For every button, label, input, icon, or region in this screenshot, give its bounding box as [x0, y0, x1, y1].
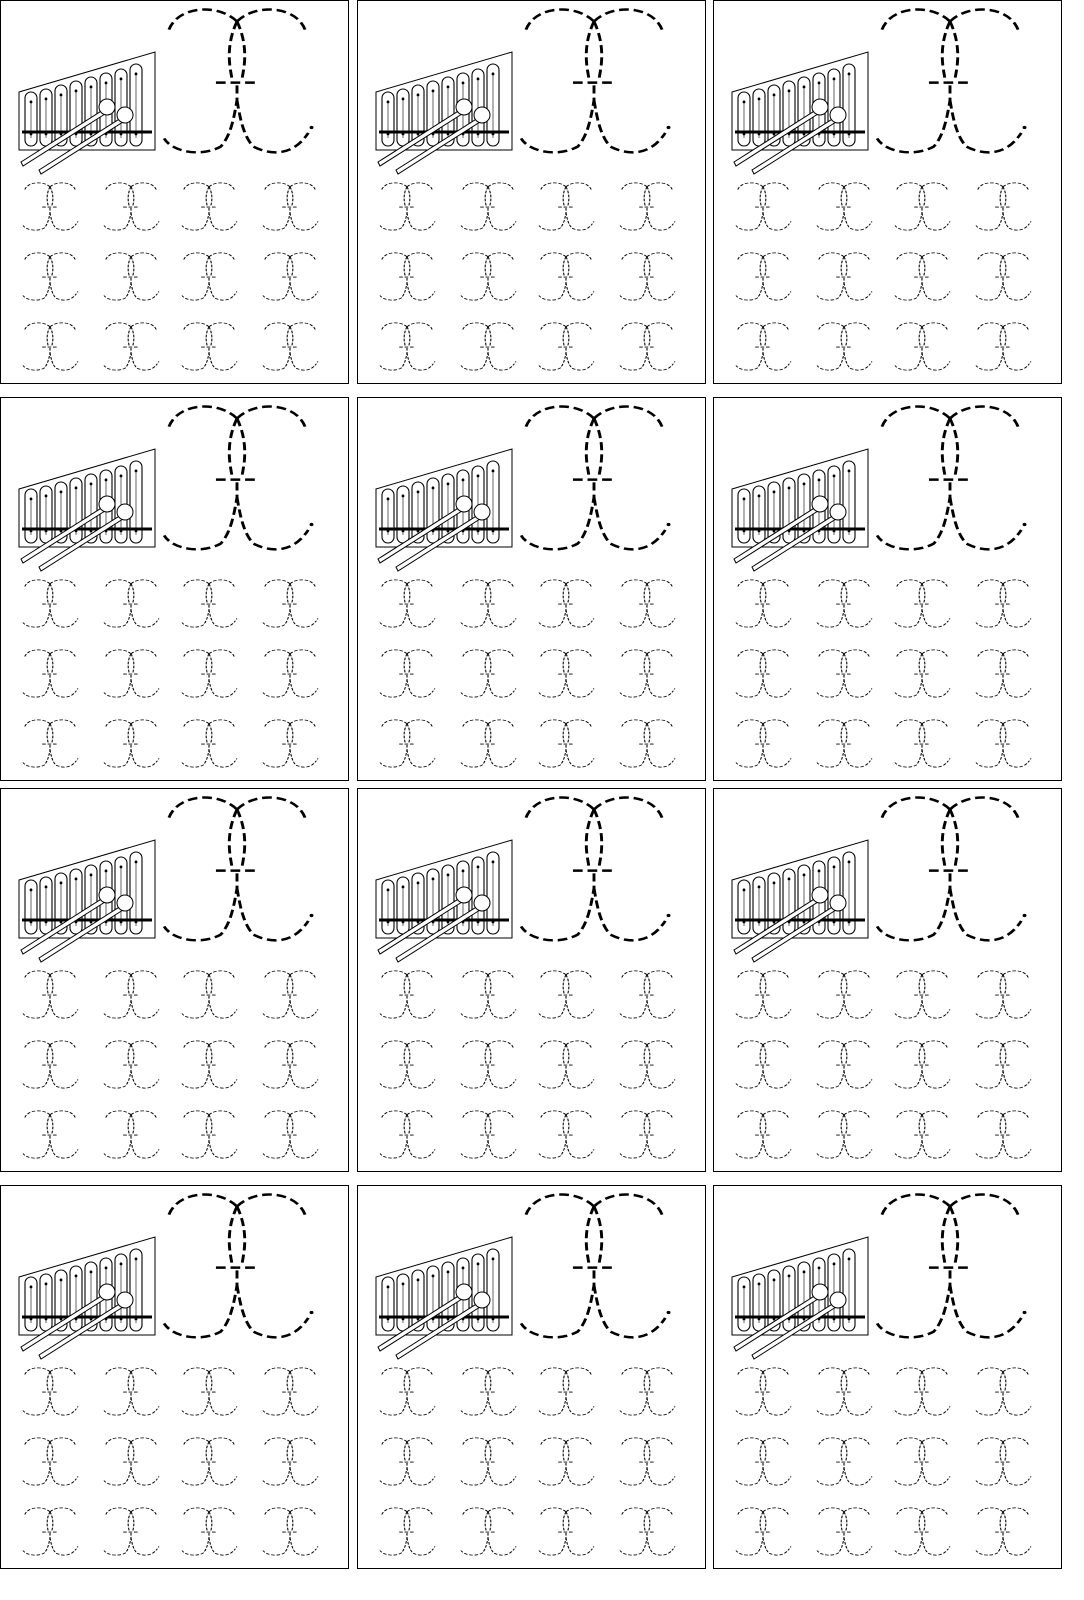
tracing-card: [714, 398, 1062, 781]
tracing-card: [358, 1186, 706, 1569]
tracing-card: [714, 789, 1062, 1172]
tracing-card: [1, 1, 349, 384]
tracing-card: [358, 789, 706, 1172]
tracing-card: [1, 789, 349, 1172]
tracing-card: [714, 1186, 1062, 1569]
tracing-card: [1, 1186, 349, 1569]
tracing-card: [1, 398, 349, 781]
tracing-card: [358, 398, 706, 781]
tracing-card: [714, 1, 1062, 384]
tracing-card: [358, 1, 706, 384]
